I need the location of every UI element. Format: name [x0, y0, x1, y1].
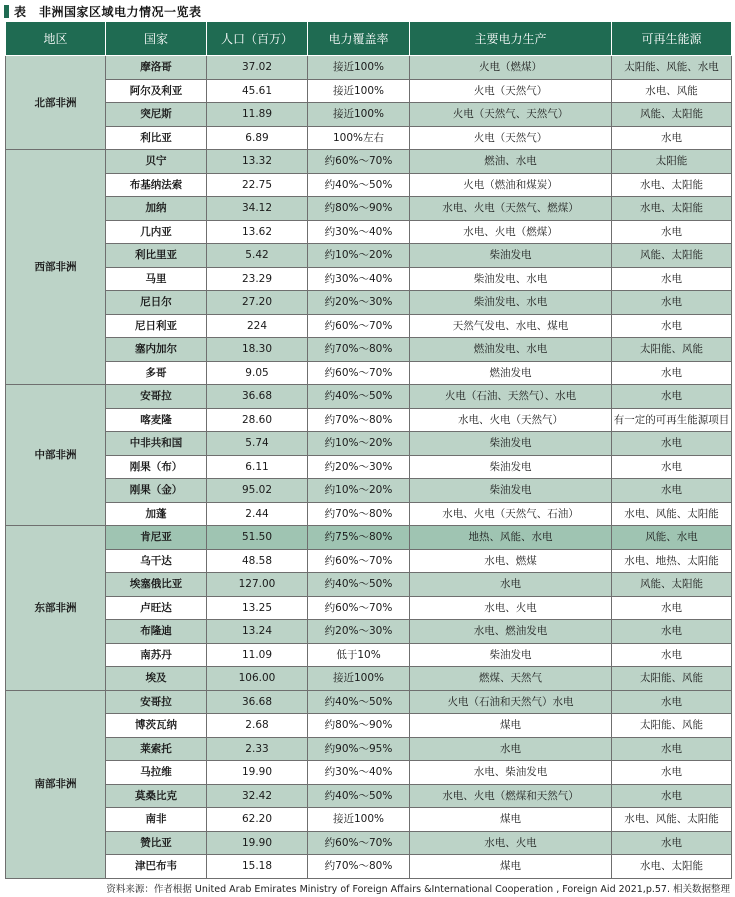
country-cell: 安哥拉	[106, 385, 207, 409]
renewable-cell: 水电	[612, 737, 732, 761]
table-row	[6, 455, 732, 479]
country-cell: 加纳	[106, 197, 207, 221]
table-row	[6, 643, 732, 667]
country-cell: 博茨瓦纳	[106, 714, 207, 738]
header-country: 国家	[106, 22, 207, 56]
country-cell: 赞比亚	[106, 831, 207, 855]
renewable-cell: 水电	[612, 596, 732, 620]
table-row	[6, 361, 732, 385]
table-row	[6, 549, 732, 573]
country-cell: 肯尼亚	[106, 526, 207, 550]
population-cell: 23.29	[207, 267, 308, 291]
population-cell: 51.50	[207, 526, 308, 550]
country-cell: 津巴布韦	[106, 855, 207, 879]
table-row	[6, 761, 732, 785]
country-cell: 贝宁	[106, 150, 207, 174]
header-population: 人口（百万）	[207, 22, 308, 56]
table-row	[6, 103, 732, 127]
production-cell: 地热、风能、水电	[410, 526, 612, 550]
production-cell: 水电、火电（天然气、石油）	[410, 502, 612, 526]
renewable-cell: 水电、风能、太阳能	[612, 502, 732, 526]
population-cell: 13.62	[207, 220, 308, 244]
population-cell: 6.11	[207, 455, 308, 479]
coverage-cell: 约80%～90%	[308, 714, 410, 738]
population-cell: 27.20	[207, 291, 308, 315]
coverage-cell: 约40%～50%	[308, 385, 410, 409]
renewable-cell: 水电	[612, 220, 732, 244]
renewable-cell: 太阳能、风能	[612, 714, 732, 738]
renewable-cell: 风能、水电	[612, 526, 732, 550]
renewable-cell: 风能、太阳能	[612, 244, 732, 268]
production-cell: 柴油发电	[410, 479, 612, 503]
country-cell: 加蓬	[106, 502, 207, 526]
coverage-cell: 约60%～70%	[308, 314, 410, 338]
production-cell: 天然气发电、水电、煤电	[410, 314, 612, 338]
country-cell: 莫桑比克	[106, 784, 207, 808]
production-cell: 水电、火电（天然气）	[410, 408, 612, 432]
production-cell: 燃油、水电	[410, 150, 612, 174]
renewable-cell: 水电、太阳能	[612, 855, 732, 879]
renewable-cell: 水电、地热、太阳能	[612, 549, 732, 573]
renewable-cell: 太阳能、风能	[612, 338, 732, 362]
renewable-cell: 水电	[612, 761, 732, 785]
country-cell: 南苏丹	[106, 643, 207, 667]
region-cell: 中部非洲	[6, 385, 106, 526]
country-cell: 几内亚	[106, 220, 207, 244]
population-cell: 11.09	[207, 643, 308, 667]
region-cell: 南部非洲	[6, 690, 106, 878]
population-cell: 13.32	[207, 150, 308, 174]
coverage-cell: 约20%～30%	[308, 291, 410, 315]
table-row	[6, 737, 732, 761]
renewable-cell: 水电	[612, 314, 732, 338]
renewable-cell: 水电	[612, 361, 732, 385]
production-cell: 柴油发电	[410, 643, 612, 667]
renewable-cell: 水电	[612, 620, 732, 644]
renewable-cell: 水电	[612, 831, 732, 855]
coverage-cell: 约60%～70%	[308, 150, 410, 174]
production-cell: 水电	[410, 573, 612, 597]
header-renewable: 可再生能源	[612, 22, 732, 56]
coverage-cell: 约70%～80%	[308, 502, 410, 526]
country-cell: 中非共和国	[106, 432, 207, 456]
country-cell: 南非	[106, 808, 207, 832]
population-cell: 9.05	[207, 361, 308, 385]
population-cell: 28.60	[207, 408, 308, 432]
country-cell: 埃及	[106, 667, 207, 691]
title-text: 表 非洲国家区域电力情况一览表	[14, 4, 202, 19]
renewable-cell: 太阳能、风能、水电	[612, 56, 732, 80]
table-row	[6, 267, 732, 291]
population-cell: 11.89	[207, 103, 308, 127]
renewable-cell: 水电	[612, 126, 732, 150]
table-row	[6, 855, 732, 879]
coverage-cell: 约70%～80%	[308, 408, 410, 432]
renewable-cell: 有一定的可再生能源项目	[612, 408, 732, 432]
country-cell: 利比里亚	[106, 244, 207, 268]
population-cell: 5.42	[207, 244, 308, 268]
production-cell: 柴油发电	[410, 455, 612, 479]
table-row	[6, 150, 732, 174]
coverage-cell: 低于10%	[308, 643, 410, 667]
population-cell: 62.20	[207, 808, 308, 832]
population-cell: 32.42	[207, 784, 308, 808]
country-cell: 刚果（金）	[106, 479, 207, 503]
table-row	[6, 714, 732, 738]
coverage-cell: 约70%～80%	[308, 338, 410, 362]
production-cell: 煤电	[410, 855, 612, 879]
population-cell: 2.68	[207, 714, 308, 738]
coverage-cell: 100%左右	[308, 126, 410, 150]
renewable-cell: 水电、风能	[612, 79, 732, 103]
country-cell: 塞内加尔	[106, 338, 207, 362]
coverage-cell: 约80%～90%	[308, 197, 410, 221]
coverage-cell: 约70%～80%	[308, 855, 410, 879]
renewable-cell: 水电	[612, 643, 732, 667]
coverage-cell: 约60%～70%	[308, 361, 410, 385]
table-row	[6, 526, 732, 550]
production-cell: 水电	[410, 737, 612, 761]
table-row	[6, 79, 732, 103]
table-row	[6, 573, 732, 597]
region-cell: 西部非洲	[6, 150, 106, 385]
table-row	[6, 314, 732, 338]
coverage-cell: 约30%～40%	[308, 267, 410, 291]
production-cell: 水电、火电（天然气、燃煤）	[410, 197, 612, 221]
production-cell: 煤电	[410, 714, 612, 738]
country-cell: 布隆迪	[106, 620, 207, 644]
table-row	[6, 808, 732, 832]
table-row	[6, 385, 732, 409]
coverage-cell: 约30%～40%	[308, 761, 410, 785]
country-cell: 马里	[106, 267, 207, 291]
renewable-cell: 太阳能、风能	[612, 667, 732, 691]
coverage-cell: 约20%～30%	[308, 455, 410, 479]
table-row	[6, 244, 732, 268]
coverage-cell: 约20%～30%	[308, 620, 410, 644]
table-row	[6, 291, 732, 315]
country-cell: 布基纳法索	[106, 173, 207, 197]
table-row	[6, 432, 732, 456]
production-cell: 火电（石油和天然气）水电	[410, 690, 612, 714]
table-row	[6, 126, 732, 150]
production-cell: 煤电	[410, 808, 612, 832]
population-cell: 2.33	[207, 737, 308, 761]
country-cell: 摩洛哥	[106, 56, 207, 80]
table-row	[6, 408, 732, 432]
renewable-cell: 水电	[612, 291, 732, 315]
coverage-cell: 约40%～50%	[308, 784, 410, 808]
table-row	[6, 220, 732, 244]
coverage-cell: 约40%～50%	[308, 573, 410, 597]
country-cell: 尼日利亚	[106, 314, 207, 338]
renewable-cell: 水电	[612, 784, 732, 808]
table-row	[6, 831, 732, 855]
coverage-cell: 约90%～95%	[308, 737, 410, 761]
population-cell: 127.00	[207, 573, 308, 597]
coverage-cell: 约60%～70%	[308, 549, 410, 573]
production-cell: 火电（天然气）	[410, 79, 612, 103]
coverage-cell: 约30%～40%	[308, 220, 410, 244]
population-cell: 36.68	[207, 385, 308, 409]
renewable-cell: 水电、太阳能	[612, 197, 732, 221]
renewable-cell: 水电	[612, 479, 732, 503]
country-cell: 莱索托	[106, 737, 207, 761]
production-cell: 水电、火电（燃煤和天然气）	[410, 784, 612, 808]
population-cell: 13.25	[207, 596, 308, 620]
renewable-cell: 水电	[612, 432, 732, 456]
table-row	[6, 596, 732, 620]
country-cell: 卢旺达	[106, 596, 207, 620]
production-cell: 燃煤、天然气	[410, 667, 612, 691]
production-cell: 火电（燃煤）	[410, 56, 612, 80]
production-cell: 柴油发电	[410, 432, 612, 456]
production-cell: 水电、火电（燃煤）	[410, 220, 612, 244]
power-table	[5, 21, 732, 879]
production-cell: 水电、柴油发电	[410, 761, 612, 785]
production-cell: 火电（天然气、天然气）	[410, 103, 612, 127]
coverage-cell: 约10%～20%	[308, 479, 410, 503]
renewable-cell: 水电	[612, 455, 732, 479]
coverage-cell: 接近100%	[308, 667, 410, 691]
table-row	[6, 338, 732, 362]
country-cell: 多哥	[106, 361, 207, 385]
population-cell: 34.12	[207, 197, 308, 221]
country-cell: 安哥拉	[106, 690, 207, 714]
population-cell: 19.90	[207, 761, 308, 785]
country-cell: 尼日尔	[106, 291, 207, 315]
coverage-cell: 接近100%	[308, 808, 410, 832]
table-row	[6, 784, 732, 808]
production-cell: 水电、火电	[410, 596, 612, 620]
population-cell: 37.02	[207, 56, 308, 80]
coverage-cell: 约10%～20%	[308, 432, 410, 456]
country-cell: 马拉维	[106, 761, 207, 785]
country-cell: 喀麦隆	[106, 408, 207, 432]
header-production: 主要电力生产	[410, 22, 612, 56]
table-row	[6, 690, 732, 714]
population-cell: 36.68	[207, 690, 308, 714]
table-body	[6, 56, 732, 879]
coverage-cell: 接近100%	[308, 79, 410, 103]
renewable-cell: 水电	[612, 385, 732, 409]
population-cell: 5.74	[207, 432, 308, 456]
production-cell: 水电、燃油发电	[410, 620, 612, 644]
population-cell: 18.30	[207, 338, 308, 362]
table-row	[6, 56, 732, 80]
production-cell: 燃油发电、水电	[410, 338, 612, 362]
population-cell: 45.61	[207, 79, 308, 103]
country-cell: 阿尔及利亚	[106, 79, 207, 103]
production-cell: 火电（燃油和煤炭）	[410, 173, 612, 197]
population-cell: 106.00	[207, 667, 308, 691]
population-cell: 2.44	[207, 502, 308, 526]
coverage-cell: 接近100%	[308, 56, 410, 80]
coverage-cell: 约60%～70%	[308, 831, 410, 855]
coverage-cell: 约40%～50%	[308, 173, 410, 197]
title-marker	[4, 5, 9, 18]
table-title	[4, 3, 202, 19]
population-cell: 13.24	[207, 620, 308, 644]
coverage-cell: 约60%～70%	[308, 596, 410, 620]
coverage-cell: 约75%～80%	[308, 526, 410, 550]
region-cell: 北部非洲	[6, 56, 106, 150]
region-cell: 东部非洲	[6, 526, 106, 691]
country-cell: 乌干达	[106, 549, 207, 573]
production-cell: 火电（石油、天然气）、水电	[410, 385, 612, 409]
production-cell: 水电、火电	[410, 831, 612, 855]
source-note: 资料来源：作者根据 United Arab Emirates Ministry of Foreign Affairs &International Cooperation , Foreign Aid 2021,p.57. 相关数据整理	[106, 884, 730, 895]
table-row	[6, 479, 732, 503]
population-cell: 224	[207, 314, 308, 338]
header-region: 地区	[6, 22, 106, 56]
population-cell: 22.75	[207, 173, 308, 197]
renewable-cell: 水电	[612, 690, 732, 714]
table-row	[6, 502, 732, 526]
production-cell: 燃油发电	[410, 361, 612, 385]
population-cell: 48.58	[207, 549, 308, 573]
coverage-cell: 接近100%	[308, 103, 410, 127]
population-cell: 95.02	[207, 479, 308, 503]
country-cell: 突尼斯	[106, 103, 207, 127]
production-cell: 柴油发电	[410, 244, 612, 268]
production-cell: 火电（天然气）	[410, 126, 612, 150]
renewable-cell: 太阳能	[612, 150, 732, 174]
renewable-cell: 水电、太阳能	[612, 173, 732, 197]
country-cell: 埃塞俄比亚	[106, 573, 207, 597]
coverage-cell: 约40%～50%	[308, 690, 410, 714]
production-cell: 柴油发电、水电	[410, 291, 612, 315]
country-cell: 刚果（布）	[106, 455, 207, 479]
production-cell: 水电、燃煤	[410, 549, 612, 573]
population-cell: 6.89	[207, 126, 308, 150]
renewable-cell: 风能、太阳能	[612, 573, 732, 597]
country-cell: 利比亚	[106, 126, 207, 150]
renewable-cell: 水电、风能、太阳能	[612, 808, 732, 832]
table-row	[6, 620, 732, 644]
table-row	[6, 667, 732, 691]
renewable-cell: 水电	[612, 267, 732, 291]
header-coverage: 电力覆盖率	[308, 22, 410, 56]
table-row	[6, 173, 732, 197]
header-row	[6, 22, 732, 56]
table-row	[6, 197, 732, 221]
population-cell: 15.18	[207, 855, 308, 879]
coverage-cell: 约10%～20%	[308, 244, 410, 268]
population-cell: 19.90	[207, 831, 308, 855]
renewable-cell: 风能、太阳能	[612, 103, 732, 127]
production-cell: 柴油发电、水电	[410, 267, 612, 291]
